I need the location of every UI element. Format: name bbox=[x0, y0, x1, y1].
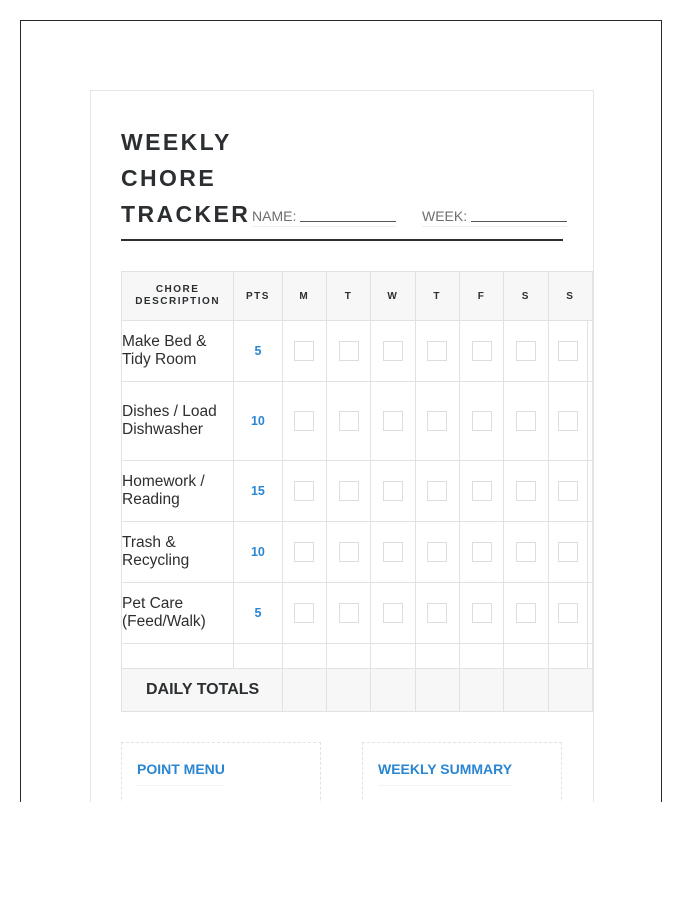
checkbox[interactable] bbox=[294, 603, 314, 623]
checkbox[interactable] bbox=[427, 542, 447, 562]
checkbox[interactable] bbox=[383, 542, 403, 562]
spacer-cell bbox=[588, 461, 593, 522]
tracker-card bbox=[90, 90, 594, 802]
day-cell bbox=[415, 522, 459, 583]
day-cell bbox=[282, 522, 326, 583]
day-cell bbox=[459, 461, 503, 522]
weekly-summary-title: WEEKLY SUMMARY bbox=[378, 761, 512, 786]
column-header-day: F bbox=[459, 272, 503, 321]
checkbox[interactable] bbox=[558, 341, 578, 361]
title-divider bbox=[121, 239, 563, 241]
checkbox[interactable] bbox=[516, 481, 536, 501]
day-cell bbox=[459, 522, 503, 583]
point-menu-panel bbox=[121, 742, 321, 802]
checkbox[interactable] bbox=[383, 341, 403, 361]
checkbox[interactable] bbox=[339, 411, 359, 431]
week-field[interactable] bbox=[422, 208, 567, 227]
day-cell bbox=[415, 321, 459, 382]
spacer-cell bbox=[588, 583, 593, 644]
day-cell bbox=[326, 522, 370, 583]
checkbox[interactable] bbox=[558, 411, 578, 431]
checkbox[interactable] bbox=[294, 542, 314, 562]
checkbox[interactable] bbox=[294, 481, 314, 501]
column-header-day: T bbox=[415, 272, 459, 321]
chore-cell: Dishes / Load Dishwasher bbox=[122, 382, 234, 461]
chore-table bbox=[121, 271, 593, 712]
day-cell bbox=[504, 583, 548, 644]
checkbox[interactable] bbox=[472, 603, 492, 623]
checkbox[interactable] bbox=[427, 341, 447, 361]
total-cell bbox=[548, 669, 592, 712]
day-cell bbox=[371, 321, 415, 382]
day-cell bbox=[371, 583, 415, 644]
day-cell bbox=[548, 321, 587, 382]
empty-cell bbox=[548, 644, 587, 669]
page-title bbox=[121, 124, 250, 232]
day-cell bbox=[459, 583, 503, 644]
empty-cell bbox=[504, 644, 548, 669]
day-cell bbox=[282, 583, 326, 644]
checkbox[interactable] bbox=[472, 542, 492, 562]
table-row bbox=[122, 461, 593, 522]
points-cell: 15 bbox=[234, 461, 282, 522]
checkbox[interactable] bbox=[339, 542, 359, 562]
checkbox[interactable] bbox=[516, 411, 536, 431]
checkbox[interactable] bbox=[294, 411, 314, 431]
empty-cell bbox=[371, 644, 415, 669]
week-label: WEEK: bbox=[422, 208, 468, 224]
column-header-chore bbox=[122, 272, 234, 321]
day-cell bbox=[282, 461, 326, 522]
chore-cell: Make Bed & Tidy Room bbox=[122, 321, 234, 382]
total-cell bbox=[459, 669, 503, 712]
checkbox[interactable] bbox=[339, 603, 359, 623]
name-input-line[interactable] bbox=[300, 209, 396, 222]
spacer-cell bbox=[588, 382, 593, 461]
table-header-row bbox=[122, 272, 593, 321]
total-cell bbox=[504, 669, 548, 712]
day-cell bbox=[548, 382, 587, 461]
empty-cell bbox=[459, 644, 503, 669]
chore-cell: Trash & Recycling bbox=[122, 522, 234, 583]
page-frame bbox=[20, 20, 662, 802]
empty-cell bbox=[122, 644, 234, 669]
day-cell bbox=[504, 321, 548, 382]
checkbox[interactable] bbox=[472, 481, 492, 501]
chore-header-line1: CHORE bbox=[155, 284, 200, 295]
day-cell bbox=[504, 522, 548, 583]
day-cell bbox=[326, 461, 370, 522]
checkbox[interactable] bbox=[472, 341, 492, 361]
chore-cell: Homework / Reading bbox=[122, 461, 234, 522]
daily-totals-row bbox=[122, 669, 593, 712]
title-line: CHORE bbox=[121, 165, 217, 191]
chore-cell: Pet Care (Feed/Walk) bbox=[122, 583, 234, 644]
points-cell: 5 bbox=[234, 583, 282, 644]
day-cell bbox=[371, 461, 415, 522]
weekly-summary-panel bbox=[362, 742, 562, 802]
checkbox[interactable] bbox=[558, 542, 578, 562]
column-header-points: PTS bbox=[234, 272, 282, 321]
empty-cell bbox=[282, 644, 326, 669]
checkbox[interactable] bbox=[516, 542, 536, 562]
day-cell bbox=[415, 461, 459, 522]
table-row-empty bbox=[122, 644, 593, 669]
column-header-day: T bbox=[326, 272, 370, 321]
day-cell bbox=[459, 321, 503, 382]
points-cell: 10 bbox=[234, 522, 282, 583]
day-cell bbox=[504, 461, 548, 522]
name-label: NAME: bbox=[252, 208, 297, 224]
day-cell bbox=[326, 583, 370, 644]
total-cell bbox=[415, 669, 459, 712]
checkbox[interactable] bbox=[383, 411, 403, 431]
column-header-day: M bbox=[282, 272, 326, 321]
day-cell bbox=[415, 382, 459, 461]
spacer-cell bbox=[588, 522, 593, 583]
column-header-day: W bbox=[371, 272, 415, 321]
column-header-day: S bbox=[504, 272, 548, 321]
total-cell bbox=[282, 669, 326, 712]
chore-header-line2: DESCRIPTION bbox=[135, 296, 221, 307]
day-cell bbox=[415, 583, 459, 644]
day-cell bbox=[326, 382, 370, 461]
day-cell bbox=[326, 321, 370, 382]
table-row bbox=[122, 382, 593, 461]
day-cell bbox=[548, 461, 587, 522]
title-line: WEEKLY bbox=[121, 129, 232, 155]
checkbox[interactable] bbox=[339, 341, 359, 361]
day-cell bbox=[371, 522, 415, 583]
checkbox[interactable] bbox=[383, 603, 403, 623]
checkbox[interactable] bbox=[516, 341, 536, 361]
checkbox[interactable] bbox=[294, 341, 314, 361]
checkbox[interactable] bbox=[427, 603, 447, 623]
checkbox[interactable] bbox=[427, 481, 447, 501]
empty-cell bbox=[234, 644, 282, 669]
checkbox[interactable] bbox=[516, 603, 536, 623]
points-cell: 10 bbox=[234, 382, 282, 461]
checkbox[interactable] bbox=[383, 481, 403, 501]
title-line: TRACKER bbox=[121, 201, 251, 227]
column-header-day: S bbox=[548, 272, 592, 321]
empty-cell bbox=[415, 644, 459, 669]
week-input-line[interactable] bbox=[471, 209, 567, 222]
day-cell bbox=[504, 382, 548, 461]
day-cell bbox=[459, 382, 503, 461]
checkbox[interactable] bbox=[558, 481, 578, 501]
day-cell bbox=[548, 522, 587, 583]
table-row bbox=[122, 321, 593, 382]
day-cell bbox=[548, 583, 587, 644]
table-row bbox=[122, 583, 593, 644]
spacer-cell bbox=[588, 321, 593, 382]
checkbox[interactable] bbox=[472, 411, 492, 431]
daily-totals-label: DAILY TOTALS bbox=[122, 669, 283, 712]
table-row bbox=[122, 522, 593, 583]
checkbox[interactable] bbox=[558, 603, 578, 623]
checkbox[interactable] bbox=[427, 411, 447, 431]
points-cell: 5 bbox=[234, 321, 282, 382]
checkbox[interactable] bbox=[339, 481, 359, 501]
name-field[interactable] bbox=[252, 208, 396, 227]
total-cell bbox=[371, 669, 415, 712]
total-cell bbox=[326, 669, 370, 712]
day-cell bbox=[282, 382, 326, 461]
day-cell bbox=[282, 321, 326, 382]
day-cell bbox=[371, 382, 415, 461]
point-menu-title: POINT MENU bbox=[137, 761, 225, 786]
empty-cell bbox=[326, 644, 370, 669]
spacer-cell bbox=[588, 644, 593, 669]
